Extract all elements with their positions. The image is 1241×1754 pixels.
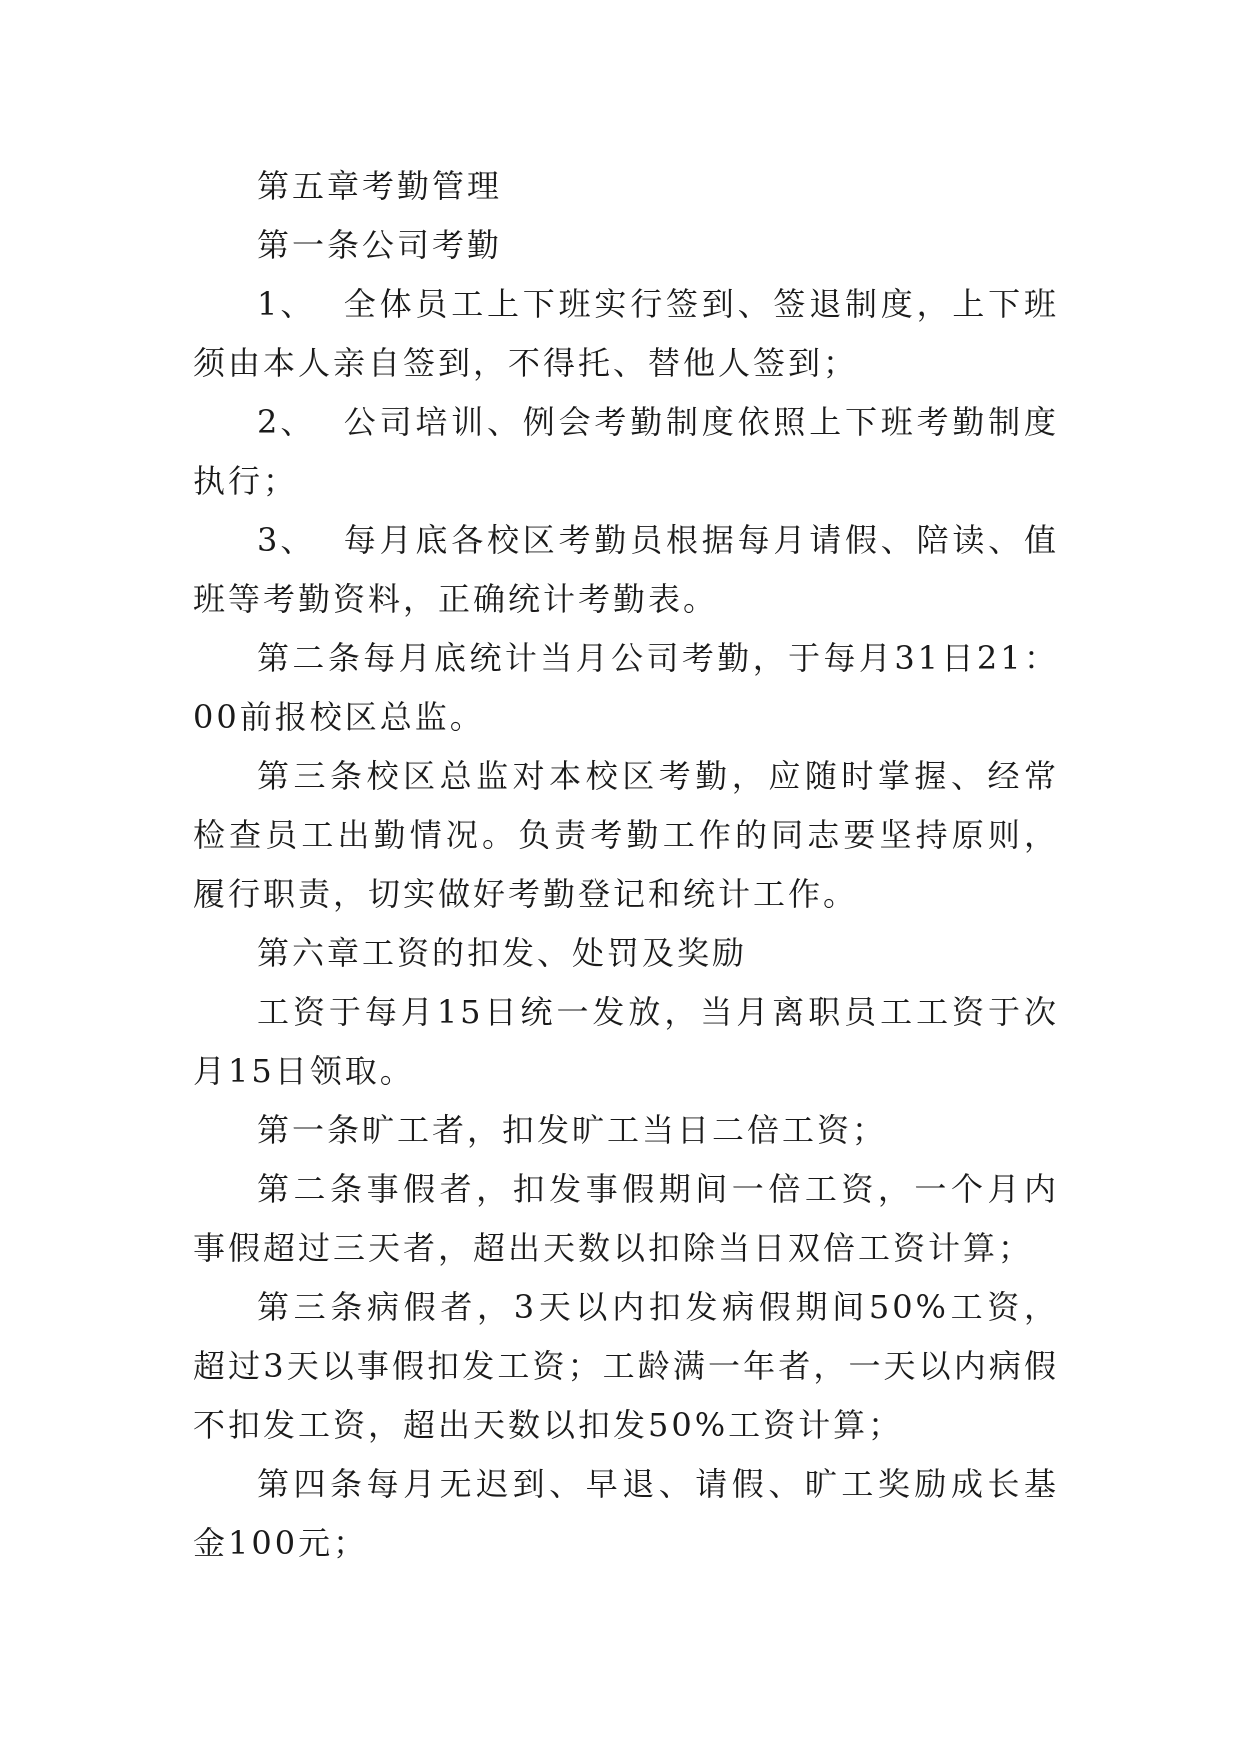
list-item-text: 全体员工上下班实行签到、签退制度，上下班须由本人亲自签到，不得托、替他人签到； <box>193 285 1059 382</box>
list-item-text: 每月底各校区考勤员根据每月请假、陪读、值班等考勤资料，正确统计考勤表。 <box>193 521 1059 618</box>
list-item <box>193 275 1059 393</box>
document-body <box>193 157 1059 1573</box>
chapter-heading: 第六章工资的扣发、处罚及奖励 <box>257 934 748 972</box>
paragraph: 工资于每月15日统一发放，当月离职员工工资于次月15日领取。 <box>193 993 1059 1090</box>
chapter-heading: 第五章考勤管理 <box>257 167 503 205</box>
list-item-number: 3、 <box>257 521 316 559</box>
list-item <box>193 393 1059 511</box>
list-item-number: 1、 <box>257 285 316 323</box>
paragraph: 第一条旷工者，扣发旷工当日二倍工资； <box>257 1111 888 1149</box>
list-item-text: 公司培训、例会考勤制度依照上下班考勤制度执行； <box>193 403 1059 500</box>
list-item <box>193 511 1059 629</box>
article-heading: 第一条公司考勤 <box>257 226 503 264</box>
paragraph: 第二条事假者，扣发事假期间一倍工资，一个月内事假超过三天者，超出天数以扣除当日双倍工资计算； <box>193 1170 1059 1267</box>
paragraph: 第三条病假者，3天以内扣发病假期间50%工资，超过3天以事假扣发工资；工龄满一年者，一天以内病假不扣发工资，超出天数以扣发50%工资计算； <box>193 1288 1059 1444</box>
paragraph: 第二条每月底统计当月公司考勤，于每月31日21：00前报校区总监。 <box>193 639 1059 736</box>
list-item-number: 2、 <box>257 403 316 441</box>
paragraph: 第四条每月无迟到、早退、请假、旷工奖励成长基金100元； <box>193 1465 1059 1562</box>
paragraph: 第三条校区总监对本校区考勤，应随时掌握、经常检查员工出勤情况。负责考勤工作的同志要坚持原则，履行职责，切实做好考勤登记和统计工作。 <box>193 757 1059 913</box>
